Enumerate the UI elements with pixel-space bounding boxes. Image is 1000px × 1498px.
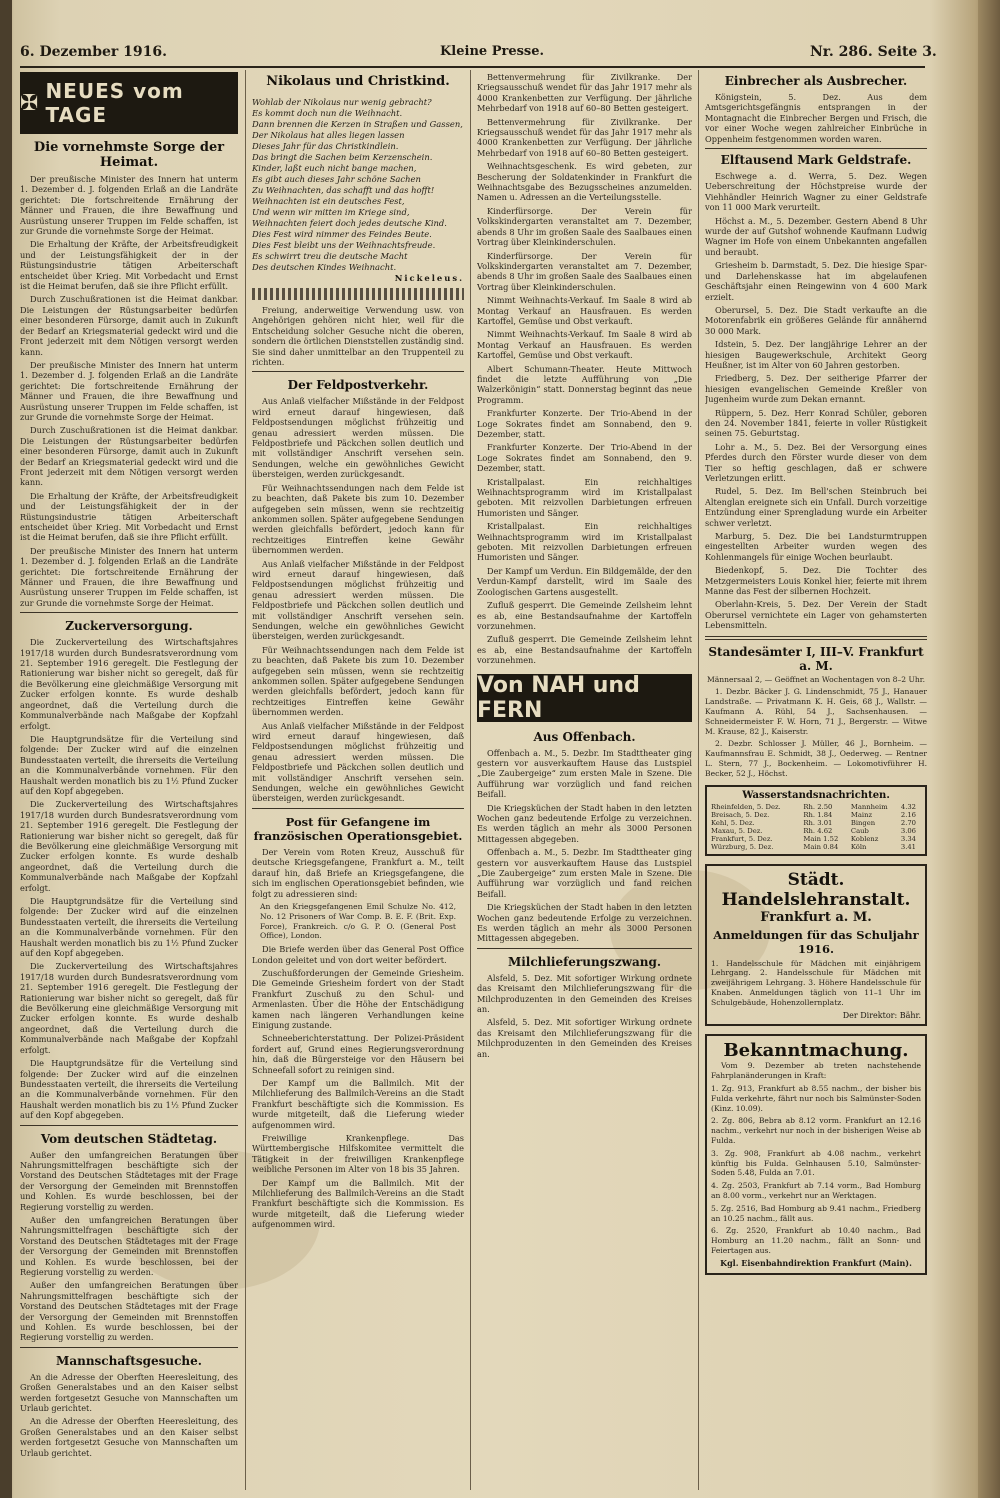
table-cell: Rh. 4.62 [803,826,833,835]
page-number: Nr. 286. Seite 3. [810,44,937,60]
article-text: Die Erhaltung der Kräfte, der Arbeitsfreudigkeit und der Leistungsfähigkeit der in der Rüstungsindustrie tätigen Arbeiterschaft entscheidet über Krieg. Mit Vorbedacht und Ernst ist die Heimat berufen, daß sie ihre Pflicht erfüllt. [20,490,238,543]
article-text: Der preußische Minister des Innern hat unterm 1. Dezember d. J. folgenden Erlaß an die Landräte gerichtet: Die fortschreitende Ernährung der Männer und Frauen, die ihre Bewaffnung und Ausrüstung unserer Truppen im Felde schaffen, ist zur Grunde die vornehmste Sorge der Heimat. [20,545,238,608]
handelslehranstalt-ad [705,864,927,1027]
article-text: Griesheim b. Darmstadt, 5. Dez. Die hiesige Spar- und Darlehenskasse hat im abgelaufenen Geschäftsjahr einen Reingewinn von 4 600 Mark erzielt. [705,260,927,302]
article-text: Zufluß gesperrt. Die Gemeinde Zeilsheim lehnt es ab, eine Bestandsaufnahme der Kartoffeln vorzunehmen. [477,634,692,666]
headline-offenbach: Aus Offenbach. [533,729,636,744]
poem [252,97,464,273]
divider [705,148,927,149]
article-text: Idstein, 5. Dez. Der langjährige Lehrer an der hiesigen Baugewerkschule, Architekt Georg Heußner, ist im Alter von 60 Jahren gestorben. [705,339,927,370]
poem-line: Dann brennen die Kerzen in Straßen und Gassen, [252,119,463,129]
list-item: 2. Zg. 806, Bebra ab 8.12 vorm. Frankfurt an 12.16 nachm., verkehrt nur noch in der bisherigen Weise ab Fulda. [711,1116,921,1146]
article-text: Bettenvermehrung für Zivilkranke. Der Kriegsausschuß wendet für das Jahr 1917 mehr als 4000 Krankenbetten zur Verfügung. Der jährliche Mehrbedarf von 1918 auf 60–80 Betten gesteigert. [477,116,692,158]
column-2 [252,72,464,1492]
issue-date: 6. Dezember 1916. [20,44,167,60]
masthead-rule [20,66,925,68]
list-item: 4. Zg. 2503, Frankfurt ab 7.14 vorm., Bad Homburg an 8.00 vorm., verkehrt nur an Werktagen. [711,1181,921,1200]
article-text: Außer den umfangreichen Beratungen über Nahrungsmittelfragen beschäftigte sich der Vorstand des Deutschen Städtetages mit der Frage der Versorgung der Gemeinden mit Brennstoffen und Kohlen. Es wurde beschlossen, bei der Regierung vorstellig zu werden. [20,1149,238,1212]
article-text: Freiung, anderweitige Verwendung usw. von Angehörigen gehören nicht hier, weil für die Entscheidung solcher Gesuche nicht die oberen, sondern die örtlichen Dienststellen zuständig sind. Sie sind daher unmittelbar an den Truppenteil zu richten. [252,305,464,368]
headline-feldpost: Der Feldpostverkehr. [287,378,429,393]
article-text: Aus Anlaß vielfacher Mißstände in der Feldpost wird erneut darauf hingewiesen, daß Feldpostsendungen möglichst frühzeitig und genau adressiert werden müssen. Die Feldpostbriefe und Päckchen sollen deutlich und mit vollständiger Anschrift versehen sein. Sendungen, welche ein gewöhnliches Gewicht übersteigen, werden zurückgesandt. [252,396,464,480]
standesamt-list: 1. Dezbr. Bäcker J. G. Lindenschmidt, 75 J., Hanauer Landstraße. — Privatmann K. H. Geis, 68 J., Wallstr. — Kaufmann A. Rühl, 54 J., Sachsenhausen. — Schneidermeister F. W. Horn, 71 J., Bergerstr. — Witwe M. Krause, 82 J., Kaiserstr. [705,687,927,736]
table-cell: 3.06 [900,826,917,835]
article-text: Die Zuckerverteilung des Wirtschaftsjahres 1917/18 wurden durch Bundesratsverordnung vom 21. September 1916 geregelt. Die Festlegung der Rationierung war bisher nicht so geregelt, daß für die Bevölkerung eine gleichmäßige Versorgung mit Zucker erfolgen konnte. Es wurde deshalb angeordnet, daß die Verteilung durch die Kommunalverbände nach Maßgabe der Kopfzahl erfolgt. [20,961,238,1055]
article-text: Rudel, 5. Dez. Im Bell'schen Steinbruch bei Altenglan ereignete sich ein Unfall. Durch vorzeitige Entzündung einer Sprengladung wurde ein Arbeiter schwer verletzt. [705,486,927,528]
poem-line: Dies Fest bleibt uns der Weihnachtsfreude. [252,240,436,250]
article-text: Schneeberichterstattung. Der Polizei-Präsident fordert auf, Grund eines Regierungsverordnung hin, daß die Bürgersteige vor den Häusern bei Schneefall sofort zu reinigen sind. [252,1033,464,1075]
banner-title: Von NAH und FERN [477,672,640,723]
article-text: Die Erhaltung der Kräfte, der Arbeitsfreudigkeit und der Leistungsfähigkeit der in der Rüstungsindustrie tätigen Arbeiterschaft entscheidet über Krieg. Mit Vorbedacht und Ernst ist die Heimat berufen, daß sie ihre Pflicht erfüllt. [20,239,238,292]
article-text: Die Hauptgrundsätze für die Verteilung sind folgende: Der Zucker wird auf die einzelnen Bundesstaaten verteilt, die ihrerseits die Verteilung an die Kommunalverbände vornehmen. Für den Haushalt werden monatlich bis zu 1½ Pfund Zucker auf den Kopf abgegeben. [20,1058,238,1121]
table-cell: Koblenz [850,834,879,843]
ad-text: 1. Handelsschule für Mädchen mit einjährigem Lehrgang. 2. Handelsschule für Mädchen mit zweijährigem Lehrgang. 3. Höhere Handelsschule für Knaben. Anmeldungen täglich von 11–1 Uhr im Schulgebäude, Hohenzollernplatz. [711,958,921,1007]
paper-title: Kleine Presse. [440,44,545,59]
address-block: An den Kriegsgefangenen Emil Schulze No. 412, No. 12 Prisoners of War Comp. B. E. F. (Brit. Exp. Force), Frankreich. c/o G. P. O. (General Post Office), London. [260,901,456,941]
table-cell: Würzburg, 5. Dez. [711,842,774,851]
column-4 [705,72,927,1492]
article-text: Frankfurter Konzerte. Der Trio-Abend in der Loge Sokrates findet am Sonnabend, den 9. Dezember, statt. [477,408,692,439]
article-text: Die Kriegsküchen der Stadt haben in den letzten Wochen ganz bedeutende Erfolge zu verzeichnen. Es werden täglich an mehr als 3000 Personen Mittagessen abgegeben. [477,902,692,944]
article-text: Weihnachtsgeschenk. Es wird gebeten, zur Bescherung der Soldatenkinder in Frankfurt die Weihnachtsgabe des Bezugsscheines anzumelden. Namen u. Adressen an die Verteilungsstelle. [477,161,692,203]
article-text: Die Zuckerverteilung des Wirtschaftsjahres 1917/18 wurden durch Bundesratsverordnung vom 21. September 1916 geregelt. Die Festlegung der Rationierung war bisher nicht so geregelt, daß für die Bevölkerung eine gleichmäßige Versorgung mit Zucker erfolgen konnte. Es wurde deshalb angeordnet, daß die Verteilung durch die Kommunalverbände nach Maßgabe der Kopfzahl erfolgt. [20,799,238,893]
article-text: Der Verein vom Roten Kreuz, Ausschuß für deutsche Kriegsgefangene, Frankfurt a. M., teilt darauf hin, daß Briefe an Kriegsgefangene, die sich im englischen Operationsgebiet befinden, wie folgt zu adressieren sind: [252,846,464,899]
article-text: Friedberg, 5. Dez. Der seitherige Pfarrer der hiesigen evangelischen Gemeinde Kreßler von Jugenheim wurde zum Dekan ernannt. [705,373,927,405]
table-cell: Breisach, 5. Dez. [711,810,770,819]
list-item: 3. Zg. 908, Frankfurt ab 4.08 nachm., verkehrt künftig bis Fulda. Gelnhausen 5.10, Salmünster-Soden 5.48, Fulda an 7.01. [711,1148,921,1178]
divider [20,1347,238,1348]
poem-line: Es schwirrt treu die deutsche Macht [252,251,408,261]
table-cell: Mainz [850,810,873,819]
table-cell: Caub [850,826,869,835]
table-cell: Frankfurt, 5. Dez. [711,834,773,843]
article-text: Höchst a. M., 5. Dezember. Gestern Abend 8 Uhr wurde der auf Gutshof wohnende Kaufmann Ludwig Wagner im Hofe von einem Unbekannten angefallen und beraubt. [705,215,927,257]
article-text: Offenbach a. M., 5. Dezbr. Im Stadttheater ging gestern vor ausverkauftem Hause das Lustspiel „Die Zaubergeige“ zum ersten Male in Szene. Die Aufführung war vorzüglich und fand reichen Beifall. [477,747,692,800]
poem-line: Weihnachten feiert doch jedes deutsche Kind. [252,218,447,228]
headline-zucker: Zuckerversorgung. [65,619,193,634]
neues-vom-tage-banner [20,72,238,134]
headline-gefangene: Post für Gefangene im französischen Operationsgebiet. [253,814,463,843]
table-cell: Kehl, 5. Dez. [711,818,755,827]
bekanntmachung-list [711,1084,921,1256]
article-text: Aus Anlaß vielfacher Mißstände in der Feldpost wird erneut darauf hingewiesen, daß Feldpostsendungen möglichst frühzeitig und genau adressiert werden müssen. Die Feldpostbriefe und Päckchen sollen deutlich und mit vollständiger Anschrift versehen sein. Sendungen, welche ein gewöhnliches Gewicht übersteigen, werden zurückgesandt. [252,558,464,642]
article-text: Kinderfürsorge. Der Verein für Volkskindergarten veranstaltet am 7. Dezember, abends 8 Uhr im großen Saale des Saalbaues einen Vortrag über Kleinkinderschulen. [477,250,692,292]
article-text: Oberursel, 5. Dez. Die Stadt verkaufte an die Motorenfabrik ein größeres Gelände für annähernd 30 000 Mark. [705,304,927,336]
article-text: Frankfurter Konzerte. Der Trio-Abend in der Loge Sokrates findet am Sonnabend, den 9. Dezember, statt. [477,442,692,474]
table-cell: Bingen [850,818,876,827]
poem-line: Und wenn wir mitten im Kriege sind, [252,207,410,217]
table-cell: Rh. 1.84 [803,810,833,819]
article-text: Biedenkopf, 5. Dez. Die Tochter des Metzgermeisters Louis Konkel hier, feierte mit ihrem Manne das Fest der silbernen Hochzeit. [705,565,927,597]
column-gutter [245,70,246,1490]
headline-nikolaus: Nikolaus und Christkind. [266,74,450,89]
bekanntmachung-signature: Kgl. Eisenbahndirektion Frankfurt (Main). [720,1257,912,1268]
article-text: Außer den umfangreichen Beratungen über Nahrungsmittelfragen beschäftigte sich der Vorstand des Deutschen Städtetages mit der Frage der Versorgung der Gemeinden mit Brennstoffen und Kohlen. Es wurde beschlossen, bei der Regierung vorstellig zu werden. [20,1214,238,1277]
article-text: Der Kampf um Verdun. Ein Bildgemälde, der den Verdun-Kampf darstellt, wird im Saale des Zoologischen Gartens ausgestellt. [477,565,692,597]
article-text: Kinderfürsorge. Der Verein für Volkskindergarten veranstaltet am 7. Dezember, abends 8 Uhr im großen Saale des Saalbaues einen Vortrag über Kleinkinderschulen. [477,205,692,248]
article-text: Durch Zuschußrationen ist die Heimat dankbar. Die Leistungen der Rüstungsarbeiter bedürfen einer besonderen Fürsorge, damit auch in Zukunft der Bedarf an Kriegsmaterial gedeckt wird und die Front jederzeit mit dem Nötigen versorgt werden kann. [20,425,238,488]
poem-line: Kinder, laßt euch nicht bange machen, [252,163,417,173]
table-row [710,811,922,819]
article-text: Die Hauptgrundsätze für die Verteilung sind folgende: Der Zucker wird auf die einzelnen Bundesstaaten verteilt, die ihrerseits die Verteilung an die Kommunalverbände vornehmen. Für den Haushalt werden monatlich bis zu 1½ Pfund Zucker auf den Kopf abgegeben. [20,733,238,796]
headline-staedtetag: Vom deutschen Städtetag. [40,1131,218,1146]
poem-line: Weihnachten ist ein deutsches Fest, [252,196,405,206]
poem-line: Es kommt doch nun die Weihnacht. [252,108,403,118]
headline-geldstrafe: Elftausend Mark Geldstrafe. [720,153,912,168]
article-text: Kristallpalast. Ein reichhaltiges Weihnachtsprogramm wird im Kristallpalast geboten. Mit reizvollen Darbietungen erfreuen Humoristen und Sänger. [477,521,692,563]
article-text: Die Zuckerverteilung des Wirtschaftsjahres 1917/18 wurden durch Bundesratsverordnung vom 21. September 1916 geregelt. Die Festlegung der Rationierung war bisher nicht so geregelt, daß für die Bevölkerung eine gleichmäßige Versorgung mit Zucker erfolgen konnte. Es wurde deshalb angeordnet, daß die Verteilung durch die Kommunalverbände nach Maßgabe der Kopfzahl erfolgt. [20,637,238,731]
article-text: Die Briefe werden über das General Post Office London geleitet und von dort weiter befördert. [252,944,464,965]
masthead [20,44,937,66]
article-text: Der Kampf um die Ballmilch. Mit der Milchlieferung des Ballmilch-Vereins an die Stadt Frankfurt beschäftigte sich die Kommission. Es wurde mitgeteilt, daß die Lieferung wieder aufgenommen wird. [252,1077,464,1130]
divider [252,371,464,372]
table-cell: Rh. 3.01 [803,818,833,827]
banner-title: NEUES vom TAGE [45,79,184,127]
article-text: Durch Zuschußrationen ist die Heimat dankbar. Die Leistungen der Rüstungsarbeiter bedürfen einer besonderen Fürsorge, damit auch in Zukunft der Bedarf an Kriegsmaterial gedeckt wird und die Front jederzeit mit dem Nötigen versorgt werden kann. [20,294,238,357]
standesamt-list: 2. Dezbr. Schlosser J. Müller, 46 J., Bornheim. — Kaufmannsfrau E. Schmidt, 38 J., Oederweg. — Rentner L. Stern, 77 J., Bockenheim. — Lokomotivführer H. Becker, 52 J., Höchst. [705,739,927,778]
divider [252,808,464,809]
article-text: Rüppern, 5. Dez. Herr Konrad Schüler, geboren den 24. November 1841, feierte in voller Rüstigkeit seinen 75. Geburtstag. [705,407,927,439]
poem-line: Der Nikolaus hat alles liegen lassen [252,130,405,140]
table-cell: Main 1.52 [803,834,839,843]
headline-milch: Milchlieferungszwang. [507,954,662,969]
divider [477,948,692,949]
article-text: Marburg, 5. Dez. Die bei Landsturmtruppen eingestellten Arbeiter wurden wegen des Kohlenmangels für einige Wochen beurlaubt. [705,531,927,562]
wasserstand-box [705,785,927,856]
article-text: An die Adresse der Oberften Heeresleitung, des Großen Generalstabes und an den Kaiser selbst werden fortgesetzt Gesuche von Mannschaften um Urlaub gerichtet. [20,1416,238,1458]
table-cell: Rheinfelden, 5. Dez. [711,802,781,811]
poem-line: Wohlab der Nikolaus nur wenig gebracht? [252,97,432,107]
article-text: Zufluß gesperrt. Die Gemeinde Zeilsheim lehnt es ab, eine Bestandsaufnahme der Kartoffeln vorzunehmen. [477,600,692,631]
table-cell: 4.32 [900,802,917,811]
article-text: Alsfeld, 5. Dez. Mit sofortiger Wirkung ordnete das Kreisamt den Milchlieferungszwang für die Milchproduzenten in den Gemeinden des Kreises an. [477,1017,692,1059]
article-text: Aus Anlaß vielfacher Mißstände in der Feldpost wird erneut darauf hingewiesen, daß Feldpostsendungen möglichst frühzeitig und genau adressiert werden müssen. Die Feldpostbriefe und Päckchen sollen deutlich und mit vollständiger Anschrift versehen sein. Sendungen, welche ein gewöhnliches Gewicht übersteigen, werden zurückgesandt. [252,720,464,804]
article-text: Zuschußforderungen der Gemeinde Griesheim. Die Gemeinde Griesheim fordert von der Stadt Frankfurt Zuschuß zu den Schul- und Armenlasten. Über die Höhe der Entschädigung kamen nach längeren Verhandlungen keine Einigung zustande. [252,967,464,1030]
article-text: Die Kriegsküchen der Stadt haben in den letzten Wochen ganz bedeutende Erfolge zu verzeichnen. Es werden täglich an mehr als 3000 Personen Mittagessen abgegeben. [477,802,692,844]
ad-heading: Anmeldungen für das Schuljahr 1916. [713,927,919,956]
von-nah-und-fern-banner [477,674,692,722]
poem-line: Das bringt die Sachen beim Kerzenschein. [252,152,433,162]
wasserstand-table [710,803,922,851]
wasserstand-title: Wasserstandsnachrichten. [742,789,890,801]
list-item: 6. Zg. 2520, Frankfurt ab 10.40 nachm., Bad Homburg an 11.20 nachm., fällt an Sonn- und Feiertagen aus. [711,1226,921,1255]
article-text: Nimmt Weihnachts-Verkauf. Im Saale 8 wird ab Montag Verkauf an Hausfrauen. Es werden Kartoffel, Gemüse und Obst verkauft. [477,295,692,326]
headline-standesaemter: Standesämter I, III–V. Frankfurt a. M. [708,644,924,673]
table-row [710,803,922,811]
article-text: Für Weihnachtssendungen nach dem Felde ist zu beachten, daß Pakete bis zum 10. Dezember aufgegeben sein müssen, wenn sie rechtzeitig ankommen sollen. Später aufgegebene Sendungen werden gleichfalls befördert, jedoch kann für rechtzeitiges Eintreffen keine Gewähr übernommen werden. [252,644,464,718]
table-row [710,819,922,827]
article-text: Außer den umfangreichen Beratungen über Nahrungsmittelfragen beschäftigte sich der Vorstand des Deutschen Städtetages mit der Frage der Versorgung der Gemeinden mit Brennstoffen und Kohlen. Es wurde beschlossen, bei der Regierung vorstellig zu werden. [20,1280,238,1343]
article-text: Lohr a. M., 5. Dez. Bei der Versorgung eines Pferdes durch den Förster wurde dieser von dem Tier so heftig geschlagen, daß er schwere Verletzungen erlitt. [705,441,927,483]
poem-line: Zu Weihnachten, das schafft und das hofft! [252,185,435,195]
page-edge-left [0,0,12,1498]
table-cell: 3.41 [900,842,917,851]
page-edge-right [978,0,1000,1498]
headline-sorge: Die vornehmste Sorge der Heimat. [33,140,225,170]
article-text: Der Kampf um die Ballmilch. Mit der Milchlieferung des Ballmilch-Vereins an die Stadt Frankfurt beschäftigte sich die Kommission. Es wurde mitgeteilt, daß die Lieferung wieder aufgenommen wird. [252,1177,464,1230]
article-text: Für Weihnachtssendungen nach dem Felde ist zu beachten, daß Pakete bis zum 10. Dezember aufgegeben sein müssen, wenn sie rechtzeitig ankommen sollen. Später aufgegebene Sendungen werden gleichfalls befördert, jedoch kann für rechtzeitiges Eintreffen keine Gewähr übernommen werden. [252,482,464,556]
headline-mannschaft: Mannschaftsgesuche. [56,1353,202,1368]
table-cell: Rh. 2.50 [803,802,833,811]
ornamental-rule [252,288,464,300]
standesamt-subtitle: Männersaal 2, — Geöffnet an Wochentagen von 8–2 Uhr. [706,674,926,684]
article-text: Oberlahn-Kreis, 5. Dez. Der Verein der Stadt Oberursel vernichtete ein Lager von gehamsterten Lebensmitteln. [705,599,927,631]
article-text: Albert Schumann-Theater. Heute Mittwoch findet die letzte Aufführung von „Die Walzerkönigin“ statt. Donnerstag beginnt das neue Programm. [477,363,692,405]
ad-signature: Der Direktor: Bähr. [842,1010,921,1020]
table-cell: 3.34 [900,834,917,843]
article-text: Alsfeld, 5. Dez. Mit sofortiger Wirkung ordnete das Kreisamt den Milchlieferungszwang für die Milchproduzenten in den Gemeinden des Kreises an. [477,972,692,1015]
bekanntmachung-ad [705,1034,927,1274]
headline-einbrecher: Einbrecher als Ausbrecher. [724,74,908,88]
poem-signature: Nickeleus. [394,273,464,283]
table-cell: Maxau, 5. Dez. [711,826,763,835]
list-item: 1. Zg. 913, Frankfurt ab 8.55 nachm., der bisher bis Fulda verkehrte, fährt nur noch bis Salmünster-Soden (Kinz. 10.09). [711,1084,921,1113]
article-text: Freiwillige Krankenpflege. Das Württembergische Hilfskomitee vermittelt die Tätigkeit in der freiwilligen Krankenpflege weibliche Personen im Alter von 18 bis 35 Jahren. [252,1133,464,1175]
poem-line: Dies Fest wird nimmer des Feindes Beute. [252,229,432,239]
poem-line: Dieses Jahr für das Christkindlein. [252,141,399,151]
table-cell: 2.70 [900,818,917,827]
article-text: Offenbach a. M., 5. Dezbr. Im Stadttheater ging gestern vor ausverkauftem Hause das Lustspiel „Die Zaubergeige“ zum ersten Male in Szene. Die Aufführung war vorzüglich und fand reichen Beifall. [477,847,692,899]
poem-line: Des deutschen Kindes Weihnacht. [252,262,397,272]
poem-line: Es gibt auch dieses Jahr schöne Sachen [252,174,421,184]
column-1 [20,72,238,1492]
article-text: Königstein, 5. Dez. Aus dem Amtsgerichtsgefängnis entsprangen in der Montagnacht die Einbrecher Bergen und Frisch, die vor einer Woche wegen zahlreicher Einbrüche in Oppenheim festgenommen worden waren. [705,92,927,144]
article-text: Die Hauptgrundsätze für die Verteilung sind folgende: Der Zucker wird auf die einzelnen Bundesstaaten verteilt, die ihrerseits die Verteilung an die Kommunalverbände vornehmen. Für den Haushalt werden monatlich bis zu 1½ Pfund Zucker auf den Kopf abgegeben. [20,896,238,959]
table-row [710,843,922,851]
table-cell: Köln [850,842,867,851]
list-item: 5. Zg. 2516, Bad Homburg ab 9.41 nachm., Friedberg an 10.25 nachm., fällt aus. [711,1203,921,1223]
table-cell: Main 0.84 [803,842,839,851]
column-gutter [470,70,471,1490]
table-row [710,835,922,843]
table-row [710,827,922,835]
article-text: Der preußische Minister des Innern hat unterm 1. Dezember d. J. folgenden Erlaß an die Landräte gerichtet: Die fortschreitende Ernährung der Männer und Frauen, die ihre Bewaffnung und Ausrüstung unserer Truppen im Felde schaffen, ist zur Grunde die vornehmste Sorge der Heimat. [20,359,238,422]
article-text: Kristallpalast. Ein reichhaltiges Weihnachtsprogramm wird im Kristallpalast geboten. Mit reizvollen Darbietungen erfreuen Humoristen und Sänger. [477,476,692,518]
article-text: Bettenvermehrung für Zivilkranke. Der Kriegsausschuß wendet für das Jahr 1917 mehr als 4000 Krankenbetten zur Verfügung. Der jährliche Mehrbedarf von 1918 auf 60–80 Betten gesteigert. [477,72,692,114]
bekanntmachung-title: Bekanntmachung. [723,1040,909,1062]
column-3 [477,72,692,1492]
ad-subtitle: Frankfurt a. M. [760,909,872,925]
table-cell: 2.16 [900,810,917,819]
double-rule [705,636,927,640]
article-text: An die Adresse der Oberften Heeresleitung, des Großen Generalstabes und an den Kaiser selbst werden fortgesetzt Gesuche von Mannschaften um Urlaub gerichtet. [20,1371,238,1414]
divider [20,1125,238,1126]
article-text: Nimmt Weihnachts-Verkauf. Im Saale 8 wird ab Montag Verkauf an Hausfrauen. Es werden Kartoffel, Gemüse und Obst verkauft. [477,329,692,361]
article-text: Eschwege a. d. Werra, 5. Dez. Wegen Ueberschreitung der Höchstpreise wurde der Viehhändler Heinrich Wagner zu einer Geldstrafe von 11 000 Mark verurteilt. [705,171,927,213]
article-text: Der preußische Minister des Innern hat unterm 1. Dezember d. J. folgenden Erlaß an die Landräte gerichtet: Die fortschreitende Ernährung der Männer und Frauen, die ihre Bewaffnung und Ausrüstung unserer Truppen im Felde schaffen, ist zur Grunde die vornehmste Sorge der Heimat. [20,174,238,237]
divider [20,612,238,613]
eagle-icon: ✠ [20,90,40,116]
column-gutter [698,70,699,1490]
table-cell: Mannheim [850,802,888,811]
ad-title: Städt. Handelslehranstalt. [721,869,911,910]
bekanntmachung-intro: Vom 9. Dezember ab treten nachstehende Fahrplanänderungen in Kraft: [711,1061,921,1081]
